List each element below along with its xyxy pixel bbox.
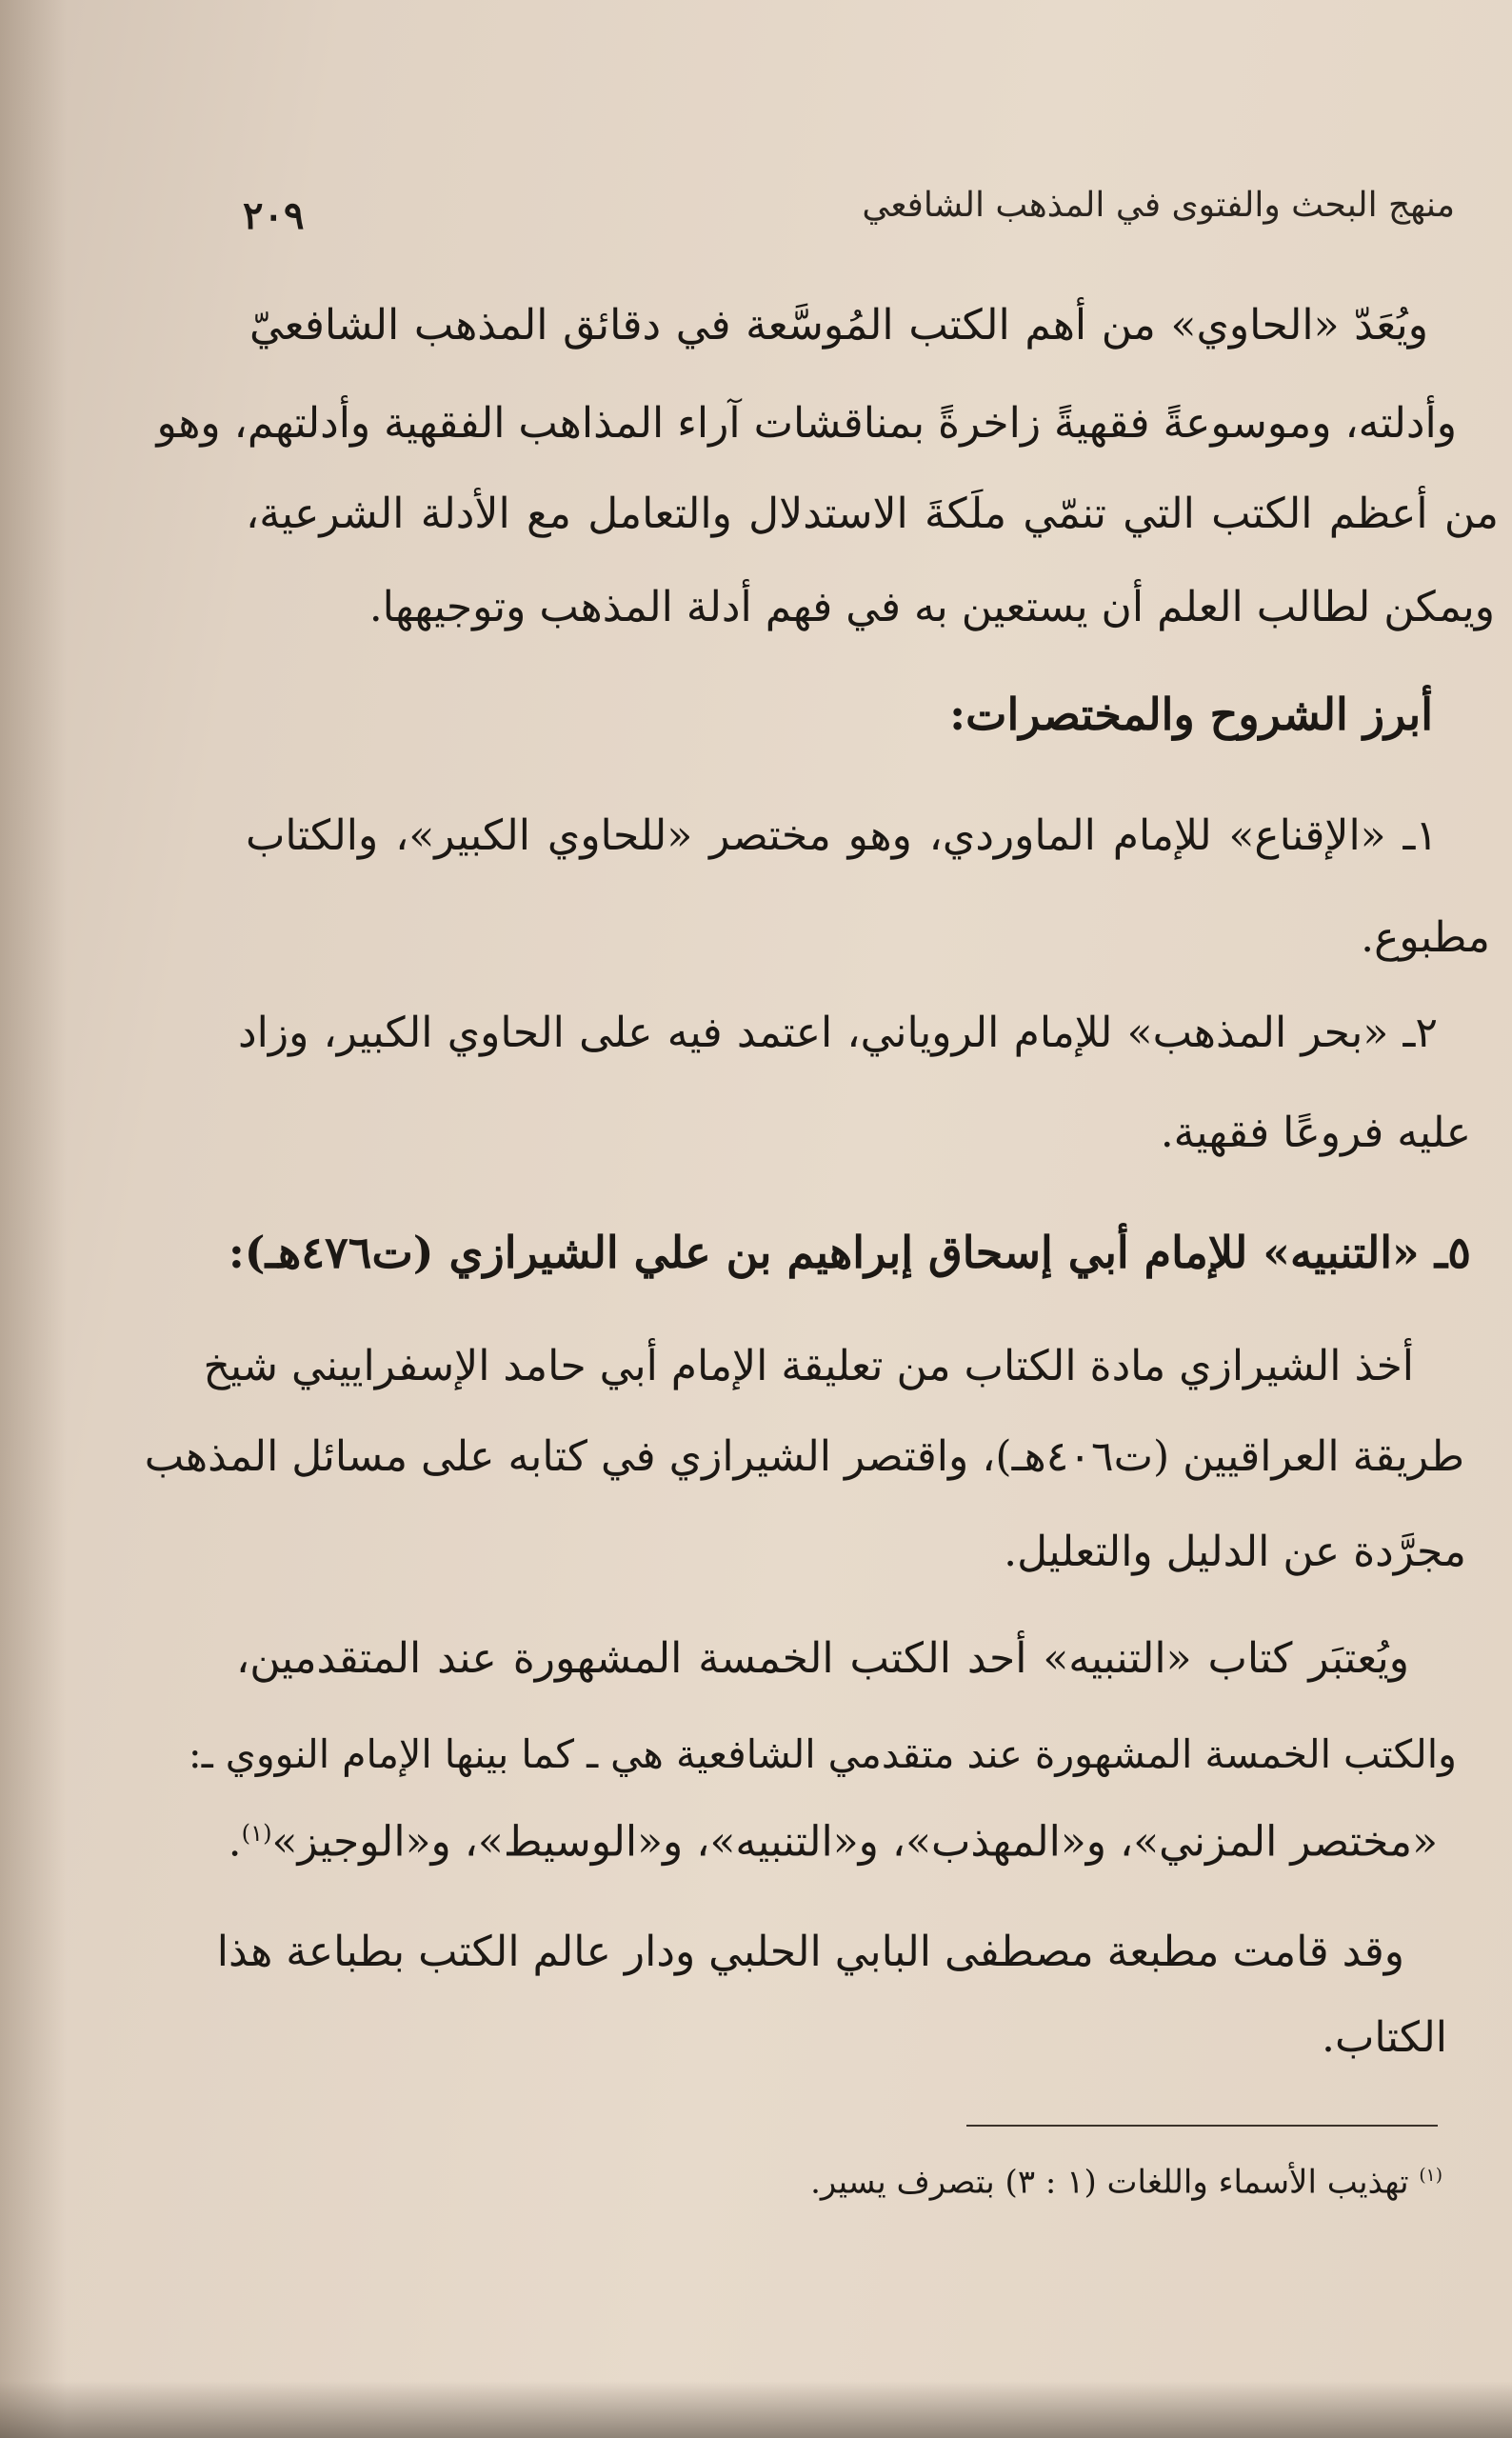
list-item-line: ١ـ «الإقناع» للإمام الماوردي، وهو مختصر «للحاوي الكبير»، والكتاب (246, 811, 1438, 860)
list-item-line: مطبوع. (1361, 913, 1490, 962)
section-heading: ٥ـ «التنبيه» للإمام أبي إسحاق إبراهيم بن علي الشيرازي (ت٤٧٦هـ): (228, 1227, 1471, 1278)
footnote-text: تهذيب الأسماء واللغات (١ : ٣) بتصرف يسير. (810, 2163, 1409, 2202)
paragraph-line: من أعظم الكتب التي تنمّي ملَكةَ الاستدلال والتعامل مع الأدلة الشرعية، (246, 490, 1499, 538)
paragraph-end: . (228, 1817, 242, 1867)
header-title: منهج البحث والفتوى في المذهب الشافعي (862, 186, 1455, 225)
footnote (762, 2152, 1442, 2206)
paragraph-line: وأدلته، وموسوعةً فقهيةً زاخرةً بمناقشات آراء المذاهب الفقهية وأدلتهم، وهو (156, 399, 1457, 448)
list-item-line: ٢ـ «بحر المذهب» للإمام الروياني، اعتمد فيه على الحاوي الكبير، وزاد (238, 1009, 1438, 1057)
page-number: ٢٠٩ (243, 193, 305, 238)
footnote-marker: (١) (1419, 2166, 1442, 2186)
paragraph-line: الكتاب. (1321, 2013, 1447, 2062)
paragraph-line: ويُعتبَر كتاب «التنبيه» أحد الكتب الخمسة المشهورة عند المتقدمين، (236, 1634, 1409, 1683)
paragraph-line: مجرَّدة عن الدليل والتعليل. (1004, 1528, 1466, 1576)
footnote-divider (966, 2125, 1438, 2127)
page-gutter-shadow (0, 0, 67, 2438)
paragraph-line: ويمكن لطالب العلم أن يستعين به في فهم أدلة المذهب وتوجيهها. (368, 583, 1495, 631)
paragraph-text: «مختصر المزني»، و«المهذب»، و«التنبيه»، و«الوسيط»، و«الوجيز» (271, 1817, 1438, 1867)
section-heading: أبرز الشروح والمختصرات: (949, 689, 1433, 740)
paragraph-line: وقد قامت مطبعة مصطفى البابي الحلبي ودار عالم الكتب بطباعة هذا (216, 1928, 1404, 1976)
running-header (243, 186, 1455, 252)
page-bottom-shadow (0, 2381, 1512, 2438)
paragraph-line: والكتب الخمسة المشهورة عند متقدمي الشافعية هي ـ كما بينها الإمام النووي ـ: (188, 1731, 1457, 1777)
list-item-line: عليه فروعًا فقهية. (1160, 1109, 1471, 1157)
paragraph-line: أخذ الشيرازي مادة الكتاب من تعليقة الإمام أبي حامد الإسفراييني شيخ (203, 1342, 1414, 1390)
paragraph-line (228, 1805, 1438, 1871)
paragraph-line: طريقة العراقيين (ت٤٠٦هـ)، واقتصر الشيرازي في كتابه على مسائل المذهب (144, 1432, 1464, 1481)
paragraph-line: ويُعَدّ «الحاوي» من أهم الكتب المُوسَّعة في دقائق المذهب الشافعيّ (249, 301, 1428, 350)
footnote-reference: (١) (241, 1820, 272, 1847)
